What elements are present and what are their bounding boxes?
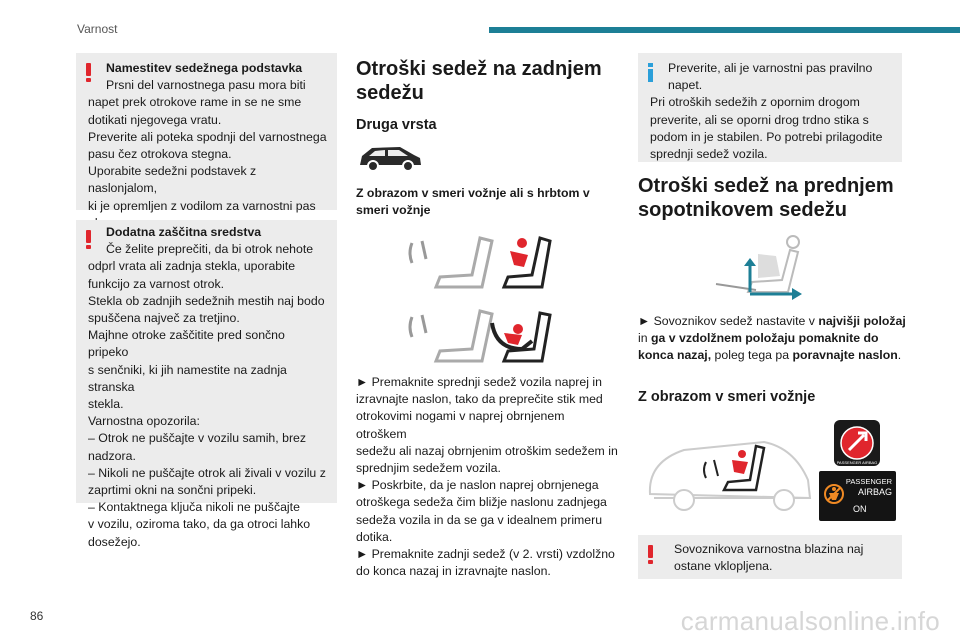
box-line: Pri otroških sedežih z opornim drogom	[650, 95, 860, 110]
box-line: nadzora.	[88, 448, 136, 463]
instr-line: ► Premaknite zadnji sedež (v 2. vrsti) vzdolžno	[356, 547, 615, 562]
box-line: – Kontaktnega ključa nikoli ne puščajte	[88, 500, 300, 515]
box-line: preverite, ali se oporni drog trdno stika s	[650, 112, 869, 127]
subheading-forward-facing: Z obrazom v smeri vožnje	[638, 389, 816, 405]
box-line: Če želite preprečiti, da bi otrok nehote	[106, 242, 314, 257]
warning-icon	[86, 63, 93, 82]
box-line: odprl vrata ali zadnja stekla, uporabite	[88, 259, 296, 274]
warning-box-airbag	[638, 535, 902, 579]
box-line: podom in je stabilen. Po potrebi prilagodite	[650, 129, 883, 144]
airbag-warning-icon	[823, 483, 845, 505]
subheading-second-row: Druga vrsta	[356, 117, 437, 133]
box-line: sprednji sedež vozila.	[650, 147, 768, 162]
box-line: napet prek otrokove rame in se ne sme	[88, 95, 302, 110]
box-line: ki je opremljen z vodilom za varnostni pas	[88, 198, 316, 213]
box-line: spuščena največ za tretjino.	[88, 311, 240, 326]
warning-icon	[648, 545, 655, 564]
car-interior-child-seat-illustration	[644, 432, 814, 514]
section-heading-rear-seat: Otroški sedež na zadnjem sedežu	[356, 58, 602, 104]
box-line: napet.	[668, 78, 703, 93]
instr-line: otroškega sedeža čim bližje naslonu zadnjega	[356, 495, 607, 510]
watermark: carmanualsonline.info	[680, 606, 940, 636]
instr-line: sedežu ali nazaj obrnjenim otroškim sedežem in	[356, 443, 618, 458]
box-line: Preverite, ali je varnostni pas pravilno	[668, 61, 873, 75]
box-line: Varnostna opozorila:	[88, 414, 200, 429]
rear-seat-instructions	[356, 374, 618, 580]
box-line: Uporabite sedežni podstavek z naslonjalom,	[88, 164, 257, 196]
header-accent-bar	[489, 27, 960, 33]
box-line: pasu čez otrokova stegna.	[88, 147, 232, 162]
warning-box-booster-seat	[76, 53, 337, 213]
instr-line: dotika.	[356, 529, 393, 544]
section-title: Varnost	[77, 22, 118, 36]
box-title: Namestitev sedežnega podstavka	[106, 61, 303, 75]
box-line: funkcijo za varnost otrok.	[88, 276, 225, 291]
box-line: s senčniki, ki jih namestite na zadnja stranska	[88, 362, 287, 394]
section-heading-front-seat: Otroški sedež na prednjem sopotnikovem sedežu	[638, 175, 894, 221]
instr-line: izravnajte naslon, tako da preprečite stik med	[356, 392, 603, 407]
rear-facing-child-seat-illustration	[400, 305, 555, 367]
box-line: Sovoznikova varnostna blazina naj	[674, 542, 864, 556]
front-seat-instructions: ► Sovoznikov sedež nastavite v najvišji položaj in ga v vzdolžnem položaju pomaknite do konca nazaj, poleg tega pa poravnajte naslon.	[638, 314, 906, 363]
box-line: Preverite ali poteka spodnji del varnostnega	[88, 129, 327, 144]
box-line: Stekla ob zadnjih sedežnih mestih naj bodo	[88, 293, 325, 308]
box-line: zaprtimi okni na sončni pripeki.	[88, 483, 257, 498]
forward-facing-child-seat-illustration	[400, 233, 555, 293]
panel-line: AIRBAG	[857, 487, 892, 497]
passenger-airbag-on-indicator	[819, 471, 896, 521]
warning-box-protection	[76, 220, 337, 549]
info-icon	[648, 63, 654, 82]
caption-orientation: Z obrazom v smeri vožnje ali s hrbtom v smeri vožnje	[356, 186, 590, 218]
front-passenger-seat-adjust-illustration	[708, 232, 808, 304]
instr-line: sprednjim sedežem vozila.	[356, 461, 501, 476]
instr-line: otrokovimi nogami v naprej obrnjenem otroškem	[356, 409, 565, 441]
panel-line: PASSENGER	[845, 477, 892, 486]
box-line: – Otrok ne puščajte v vozilu samih, brez	[88, 431, 307, 446]
box-line: Majhne otroke zaščitite pred sončno pripeko	[88, 328, 285, 360]
warning-icon	[86, 230, 93, 249]
box-line: dotikati njegovega vratu.	[88, 112, 222, 127]
instr-line: ► Premaknite sprednji sedež vozila naprej in	[356, 375, 602, 389]
page-number: 86	[30, 609, 44, 623]
instr-line: sedeža vozila in da se ga v idealnem primeru	[356, 512, 603, 527]
panel-on-label: ON	[853, 504, 867, 514]
instr-line: ► Poskrbite, da je naslon naprej obrnjenega	[356, 478, 599, 493]
box-line: v vozilu, oziroma tako, da ga otroci lahko	[88, 517, 311, 532]
box-line: ostane vklopljena.	[674, 559, 773, 574]
box-line: – Nikoli ne puščajte otrok ali živali v vozilu z	[88, 465, 326, 480]
airbag-switch-on-icon	[834, 420, 880, 466]
info-box-seatbelt	[638, 53, 902, 162]
box-line: stekla.	[88, 397, 124, 412]
box-line: dosežejo.	[88, 534, 141, 549]
switch-label: PASSENGER AIRBAG	[836, 460, 878, 465]
car-side-icon	[356, 143, 424, 173]
instr-line: do konca nazaj in izravnajte naslon.	[356, 564, 551, 579]
box-title: Dodatna zaščitna sredstva	[106, 225, 262, 239]
box-line: Prsni del varnostnega pasu mora biti	[106, 78, 306, 93]
